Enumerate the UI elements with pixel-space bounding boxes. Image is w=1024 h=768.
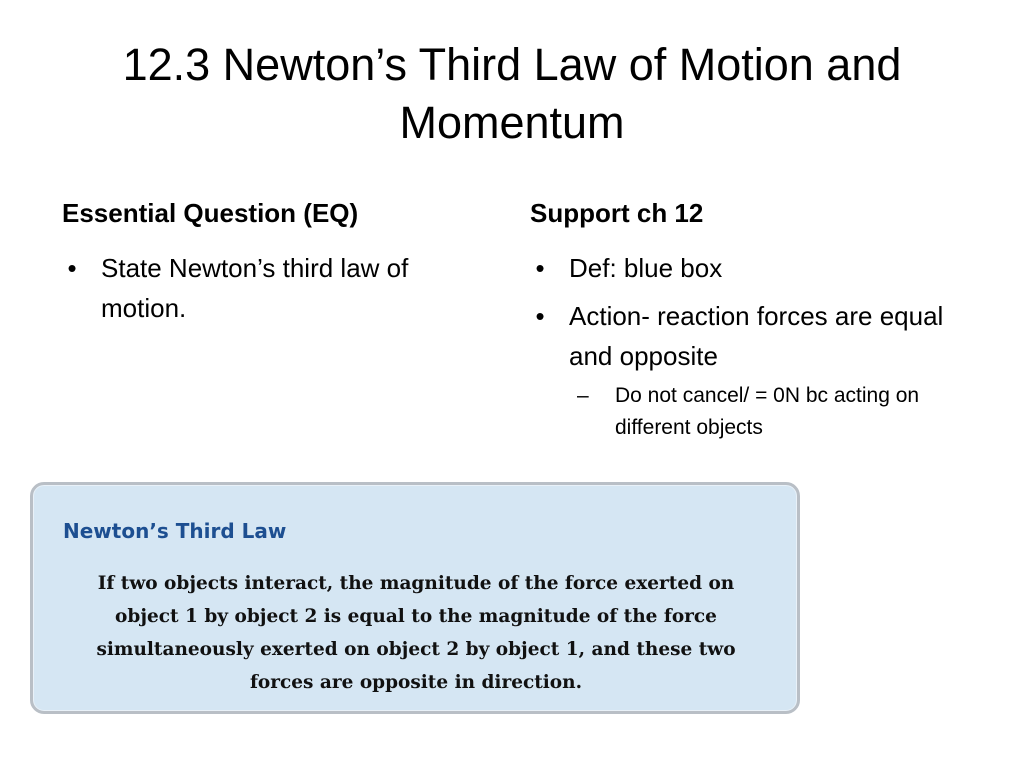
list-item — [62, 248, 492, 328]
list-item — [530, 248, 970, 288]
support-heading: Support ch 12 — [530, 198, 704, 228]
sub-list — [569, 380, 970, 444]
essential-question-column — [62, 196, 492, 336]
sub-bullet-text: Do not cancel/ = 0N bc acting on different objects — [615, 384, 920, 439]
definition-box — [30, 482, 800, 714]
definition-text: If two objects interact, the magnitude of the force exerted on object 1 by object 2 is equal to the magnitude of the force simultaneously exerted on object 2 by object 1, and these two forces are opposite in direction. — [96, 573, 736, 693]
slide-title: 12.3 Newton’s Third Law of Motion and Momentum — [122, 39, 902, 148]
list-item — [530, 296, 970, 444]
definition-title: Newton’s Third Law — [63, 519, 287, 543]
support-column — [530, 196, 970, 452]
bullet-icon: • — [535, 301, 545, 331]
dash-icon: – — [577, 384, 589, 407]
bullet-icon: • — [67, 253, 77, 283]
sub-list-item — [569, 380, 970, 444]
essential-question-heading: Essential Question (EQ) — [62, 198, 359, 228]
essential-question-list — [62, 248, 492, 328]
bullet-text: Action- reaction forces are equal and opposite — [569, 301, 944, 371]
support-list — [530, 248, 970, 444]
bullet-text: State Newton’s third law of motion. — [101, 253, 409, 323]
bullet-text: Def: blue box — [569, 253, 723, 283]
bullet-icon: • — [535, 253, 545, 283]
